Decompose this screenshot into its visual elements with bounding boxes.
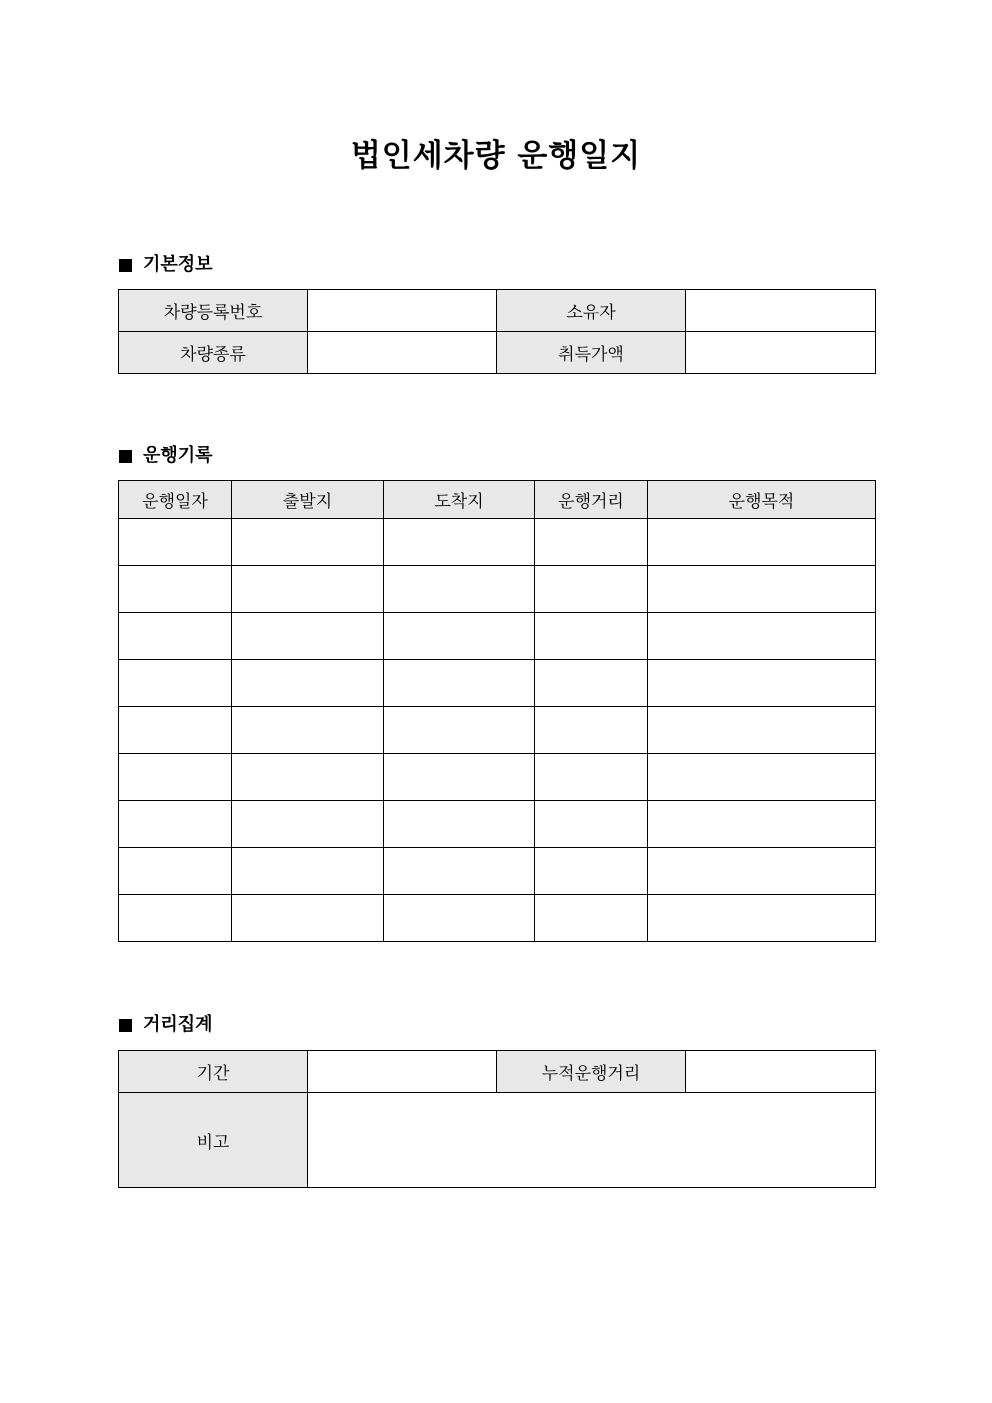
arrival-cell[interactable] — [384, 895, 535, 942]
departure-cell[interactable] — [232, 754, 384, 801]
distance-cell[interactable] — [535, 707, 648, 754]
purpose-cell[interactable] — [648, 801, 876, 848]
summary-row — [119, 1051, 876, 1093]
arrival-cell[interactable] — [384, 754, 535, 801]
departure-cell[interactable] — [232, 566, 384, 613]
departure-cell[interactable] — [232, 707, 384, 754]
purpose-cell[interactable] — [648, 660, 876, 707]
date-cell[interactable] — [119, 801, 232, 848]
purpose-cell[interactable] — [648, 566, 876, 613]
arrival-cell[interactable] — [384, 660, 535, 707]
vehicle-type-label: 차량종류 — [119, 332, 308, 374]
departure-cell[interactable] — [232, 613, 384, 660]
arrival-cell[interactable] — [384, 801, 535, 848]
date-cell[interactable] — [119, 519, 232, 566]
table-row — [119, 754, 876, 801]
date-cell[interactable] — [119, 660, 232, 707]
purpose-cell[interactable] — [648, 519, 876, 566]
departure-cell[interactable] — [232, 660, 384, 707]
arrival-cell[interactable] — [384, 566, 535, 613]
acquisition-price-field[interactable] — [686, 332, 876, 374]
table-row — [119, 801, 876, 848]
remarks-field[interactable] — [308, 1093, 876, 1188]
log-heading — [119, 445, 213, 467]
basic-info-table — [118, 289, 876, 374]
purpose-cell[interactable] — [648, 895, 876, 942]
purpose-cell[interactable] — [648, 613, 876, 660]
purpose-cell[interactable] — [648, 754, 876, 801]
basic-info-heading-text: 기본정보 — [143, 254, 213, 275]
square-bullet-icon — [119, 1019, 132, 1032]
departure-cell[interactable] — [232, 801, 384, 848]
departure-cell[interactable] — [232, 895, 384, 942]
table-row — [119, 519, 876, 566]
departure-cell[interactable] — [232, 848, 384, 895]
table-row — [119, 707, 876, 754]
date-cell[interactable] — [119, 566, 232, 613]
distance-cell[interactable] — [535, 519, 648, 566]
distance-cell[interactable] — [535, 566, 648, 613]
distance-cell[interactable] — [535, 660, 648, 707]
purpose-cell[interactable] — [648, 848, 876, 895]
distance-cell[interactable] — [535, 848, 648, 895]
arrival-cell[interactable] — [384, 848, 535, 895]
table-row — [119, 566, 876, 613]
period-field[interactable] — [308, 1051, 497, 1093]
owner-field[interactable] — [686, 290, 876, 332]
arrival-cell[interactable] — [384, 519, 535, 566]
summary-heading — [119, 1014, 213, 1036]
square-bullet-icon — [119, 450, 132, 463]
departure-cell[interactable] — [232, 519, 384, 566]
distance-cell[interactable] — [535, 613, 648, 660]
remarks-label: 비고 — [119, 1093, 308, 1188]
distance-cell[interactable] — [535, 801, 648, 848]
table-row — [119, 848, 876, 895]
table-row — [119, 613, 876, 660]
basic-info-row — [119, 332, 876, 374]
arrival-cell[interactable] — [384, 707, 535, 754]
distance-cell[interactable] — [535, 895, 648, 942]
distance-cell[interactable] — [535, 754, 648, 801]
date-cell[interactable] — [119, 848, 232, 895]
vehicle-type-field[interactable] — [308, 332, 497, 374]
driving-log-table — [118, 480, 876, 942]
column-header-departure: 출발지 — [232, 481, 384, 519]
page-title: 법인세차량 운행일지 — [350, 138, 642, 174]
column-header-purpose: 운행목적 — [648, 481, 876, 519]
column-header-arrival: 도착지 — [384, 481, 535, 519]
remarks-row — [119, 1093, 876, 1188]
date-cell[interactable] — [119, 895, 232, 942]
owner-label: 소유자 — [497, 290, 686, 332]
basic-info-row — [119, 290, 876, 332]
table-row — [119, 895, 876, 942]
date-cell[interactable] — [119, 754, 232, 801]
log-header-row — [119, 481, 876, 519]
acquisition-price-label: 취득가액 — [497, 332, 686, 374]
date-cell[interactable] — [119, 613, 232, 660]
date-cell[interactable] — [119, 707, 232, 754]
total-distance-field[interactable] — [686, 1051, 876, 1093]
distance-summary-table — [118, 1050, 876, 1188]
arrival-cell[interactable] — [384, 613, 535, 660]
column-header-distance: 운행거리 — [535, 481, 648, 519]
square-bullet-icon — [119, 259, 132, 272]
reg-number-label: 차량등록번호 — [119, 290, 308, 332]
period-label: 기간 — [119, 1051, 308, 1093]
reg-number-field[interactable] — [308, 290, 497, 332]
summary-heading-text: 거리집계 — [143, 1014, 213, 1035]
total-distance-label: 누적운행거리 — [497, 1051, 686, 1093]
table-row — [119, 660, 876, 707]
purpose-cell[interactable] — [648, 707, 876, 754]
basic-info-heading — [119, 254, 213, 276]
column-header-date: 운행일자 — [119, 481, 232, 519]
log-heading-text: 운행기록 — [143, 445, 213, 466]
